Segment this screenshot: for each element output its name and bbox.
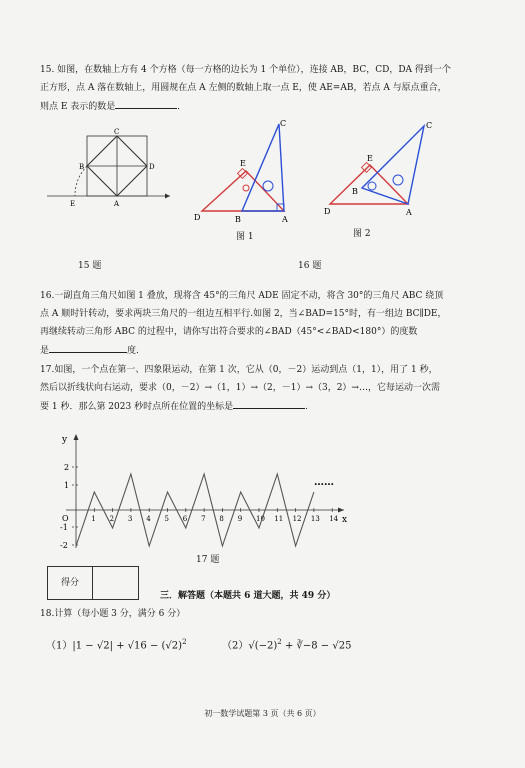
fig15-label-b: B	[79, 163, 85, 171]
q18-title: 18.计算（每小题 3 分，满分 6 分）	[40, 609, 186, 619]
page-footer: 初一数学试题第 3 页（共 6 页）	[204, 709, 321, 718]
graph17-ytick-2: 2	[64, 463, 70, 472]
q16-line4-end: 度.	[127, 346, 139, 356]
graph17-xtick-label: 5	[164, 515, 169, 523]
q15-line1: 15. 如图，在数轴上方有 4 个方格（每一方格的边长为 1 个单位），连接 AB，BC，CD，DA 得到一个	[40, 65, 451, 75]
q16-answer-blank[interactable]	[49, 342, 127, 353]
q15-line3-end: ．	[177, 102, 187, 112]
graph17-y-label: y	[62, 435, 68, 445]
graph17-xtick-label: 7	[201, 515, 206, 523]
graph17-xtick-label: 9	[237, 515, 243, 523]
q18-p1-exp: 2	[182, 638, 187, 646]
graph17-xtick-label: 8	[219, 515, 224, 523]
q18-p2-expr-b: + ∛−8 − √25	[281, 640, 352, 652]
graph17-ytick-neg2: -2	[60, 541, 68, 550]
graph17-xtick-label: 10	[256, 515, 265, 523]
q18-part1	[46, 634, 187, 654]
fig16a-label-a: A	[282, 215, 288, 224]
graph-17	[52, 428, 362, 556]
graph17-xtick-label: 1	[91, 515, 96, 523]
q16-line2: 点 A 顺时针转动，要求两块三角尺的一组边互相平行.如图 2，当∠BAD=15°时，有一组边 BC∥DE，	[40, 309, 447, 319]
graph17-x-label: x	[342, 515, 348, 525]
graph17-ytick-1: 1	[64, 481, 70, 490]
q16-line1: 16.一副直角三角尺如图 1 叠放，现将含 45°的三角尺 ADE 固定不动，将含 30°的三角尺 ABC 绕顶	[40, 291, 444, 301]
graph17-xtick-label: 2	[109, 515, 115, 523]
fig16a-label-b: B	[235, 215, 241, 224]
q17-line3-text: 要 1 秒．那么第 2023 秒时点所在位置的坐标是	[40, 402, 234, 412]
q15-line3-text: 则点 E 表示的数是	[40, 102, 116, 112]
graph17-xtick-label: 13	[310, 515, 320, 523]
fig16b-label-c: C	[426, 121, 433, 130]
score-input-cell[interactable]	[93, 567, 138, 599]
q17-line2: 然后以折线状向右运动，要求（0，－2）→（1，1）→（2，－1）→（3，2）→…，它每运动一次需	[40, 383, 440, 393]
fig16a-caption: 图 1	[236, 232, 254, 242]
graph17-xtick-label: 6	[182, 515, 188, 523]
q16-line4-start: 是	[40, 346, 50, 356]
q15-line3	[40, 98, 186, 116]
q17-line3-end: .	[305, 402, 308, 412]
fig16b-label-d: D	[324, 207, 331, 216]
graph17-xtick-label: 4	[146, 515, 151, 523]
q16-caption: 16 题	[298, 261, 322, 271]
q17-line3	[40, 398, 308, 416]
figure-16-2	[322, 118, 442, 223]
graph17-ytick-neg1: -1	[60, 523, 68, 532]
figure-16-1	[192, 116, 302, 228]
fig16b-label-e: E	[367, 154, 373, 163]
graph17-xtick-label: 14	[329, 515, 339, 523]
q17-caption: 17 题	[196, 555, 220, 565]
fig16a-label-e: E	[240, 159, 246, 168]
graph17-origin: O	[62, 514, 69, 523]
q18-p2-num: （2）	[222, 640, 249, 652]
fig16b-caption: 图 2	[353, 229, 371, 239]
fig16b-label-b: B	[352, 187, 358, 196]
graph17-xtick-label: 12	[292, 515, 302, 523]
graph17-dots: ……	[314, 477, 334, 488]
score-box	[47, 566, 139, 600]
q18-p2-exp: 2	[277, 638, 282, 646]
q18-p2-expr-a: √(−2)	[248, 640, 278, 652]
q15-line2: 正方形，点 A 落在数轴上，用圆规在点 A 左侧的数轴上取一点 E，使 AE=AB，若点 A 与原点重合，	[40, 83, 447, 93]
q15-answer-blank[interactable]	[115, 98, 177, 109]
fig16a-label-c: C	[280, 119, 287, 128]
q17-line1: 17.如图，一个点在第一、四象限运动，在第 1 次，它从（0，－2）运动到点（1，1），用了 1 秒，	[40, 365, 438, 375]
q18-part2	[222, 634, 351, 654]
figure-15	[42, 126, 172, 211]
graph17-xtick-label: 3	[127, 515, 133, 523]
q16-line3: 再继续转动三角形 ABC 的过程中，请你写出符合要求的∠BAD（45°<∠BAD<180°）的度数	[40, 327, 418, 337]
fig15-label-e: E	[70, 200, 76, 208]
q15-caption: 15 题	[78, 261, 102, 271]
q18-p1-expr: |1 − √2| + √16 − (√2)	[72, 640, 183, 652]
q16-line4	[40, 342, 139, 360]
fig16b-label-a: A	[406, 208, 412, 217]
graph17-xtick-label: 11	[274, 515, 284, 523]
q17-answer-blank[interactable]	[233, 398, 305, 409]
q18-p1-num: （1）	[46, 640, 73, 652]
fig15-label-c: C	[114, 128, 120, 136]
fig15-label-a: A	[114, 200, 120, 208]
score-label: 得分	[48, 567, 93, 599]
fig15-label-d: D	[149, 163, 155, 171]
fig16a-label-d: D	[194, 213, 201, 222]
section3-title: 三．解答题（本题共 6 道大题，共 49 分）	[160, 591, 336, 601]
